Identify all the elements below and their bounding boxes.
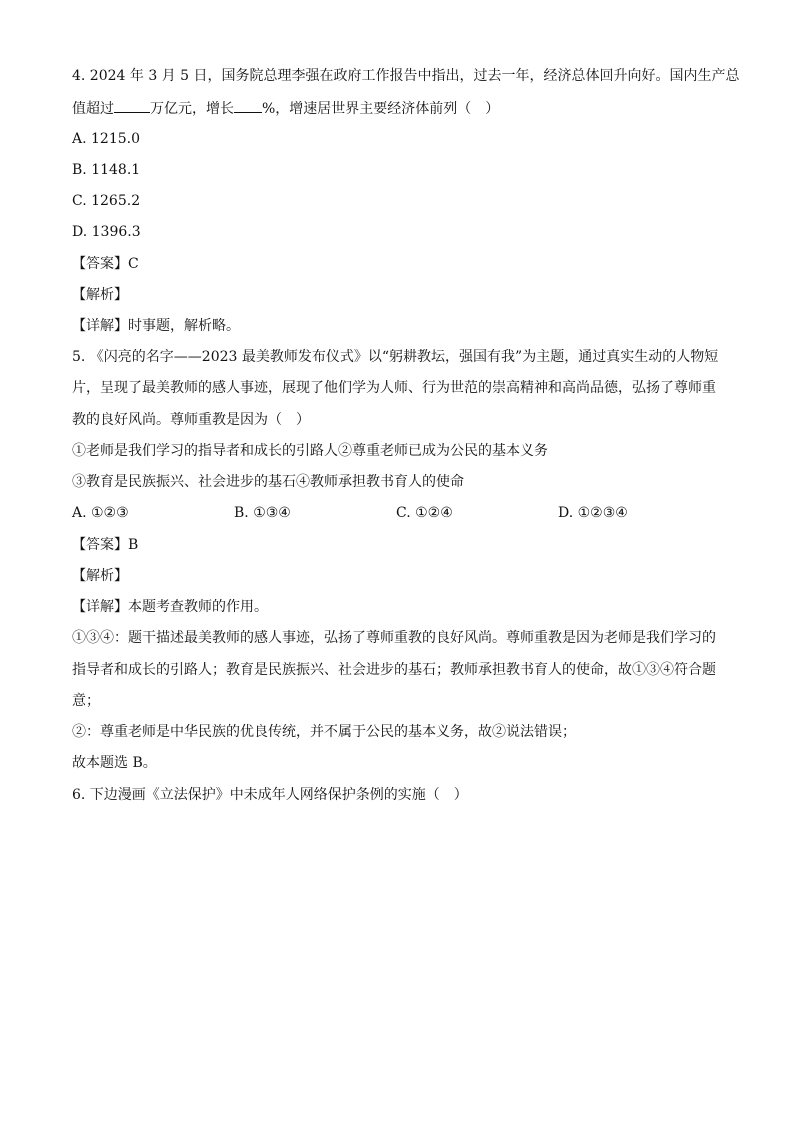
q5-statement-1-2: ①老师是我们学习的指导者和成长的引路人②尊重老师已成为公民的基本义务: [72, 443, 548, 459]
q5-conclusion: 故本题选 B。: [72, 755, 157, 771]
q4-stem-text-a: 值超过: [72, 101, 114, 117]
q5-answer: 【答案】B: [72, 537, 139, 553]
q4-answer: 【答案】C: [72, 256, 139, 272]
q5-statement-3-4: ③教育是民族振兴、社会进步的基石④教师承担教书育人的使命: [72, 474, 464, 490]
q5-explanation-line-1: ①③④：题干描述最美教师的感人事迹，弘扬了尊师重教的良好风尚。尊师重教是因为老师是我们学习的: [72, 630, 716, 646]
q4-option-a: A. 1215.0: [72, 131, 140, 147]
q5-explanation-line-4: ②：尊重老师是中华民族的优良传统，并不属于公民的基本义务，故②说法错误；: [72, 724, 576, 740]
q5-detail: 【详解】本题考查教师的作用。: [72, 599, 268, 615]
q5-stem-line-2: 片，呈现了最美教师的感人事迹，展现了他们学为人师、行为世范的崇高精神和高尚品德，弘扬了尊师重: [72, 380, 716, 396]
q4-stem-line-1: 4. 2024 年 3 月 5 日，国务院总理李强在政府工作报告中指出，过去一年，经济总体回升向好。国内生产总: [72, 68, 740, 84]
q4-option-d: D. 1396.3: [72, 224, 141, 240]
q4-analysis-heading: 【解析】: [72, 287, 128, 303]
q4-blank-2: [234, 98, 262, 113]
q4-stem-text-b: 万亿元，增长: [150, 101, 234, 117]
q5-option-d: D. ①②③④: [558, 505, 628, 521]
q5-analysis-heading: 【解析】: [72, 568, 128, 584]
q4-option-c: C. 1265.2: [72, 193, 141, 209]
q5-stem-line-1: 5. 《闪亮的名字——2023 最美教师发布仪式》以“躬耕教坛，强国有我”为主题，通过真实生动的人物短: [72, 349, 719, 365]
q5-explanation-line-3: 意；: [72, 693, 100, 709]
q4-stem-line-2: [72, 98, 732, 119]
q5-option-c: C. ①②④: [396, 505, 453, 521]
q4-detail: 【详解】时事题，解析略。: [72, 318, 240, 334]
q4-blank-1: [114, 98, 150, 113]
q4-stem-text-c: %，增速居世界主要经济体前列（ ）: [262, 101, 500, 117]
q5-option-b: B. ①③④: [234, 505, 291, 521]
q6-stem-line-1: 6. 下边漫画《立法保护》中未成年人网络保护条例的实施（ ）: [72, 787, 468, 803]
q5-stem-line-3: 教的良好风尚。尊师重教是因为（ ）: [72, 412, 310, 428]
q5-option-a: A. ①②③: [72, 505, 129, 521]
q4-option-b: B. 1148.1: [72, 162, 141, 178]
q5-explanation-line-2: 指导者和成长的引路人；教育是民族振兴、社会进步的基石；教师承担教书育人的使命，故①③④符合题: [72, 662, 716, 678]
